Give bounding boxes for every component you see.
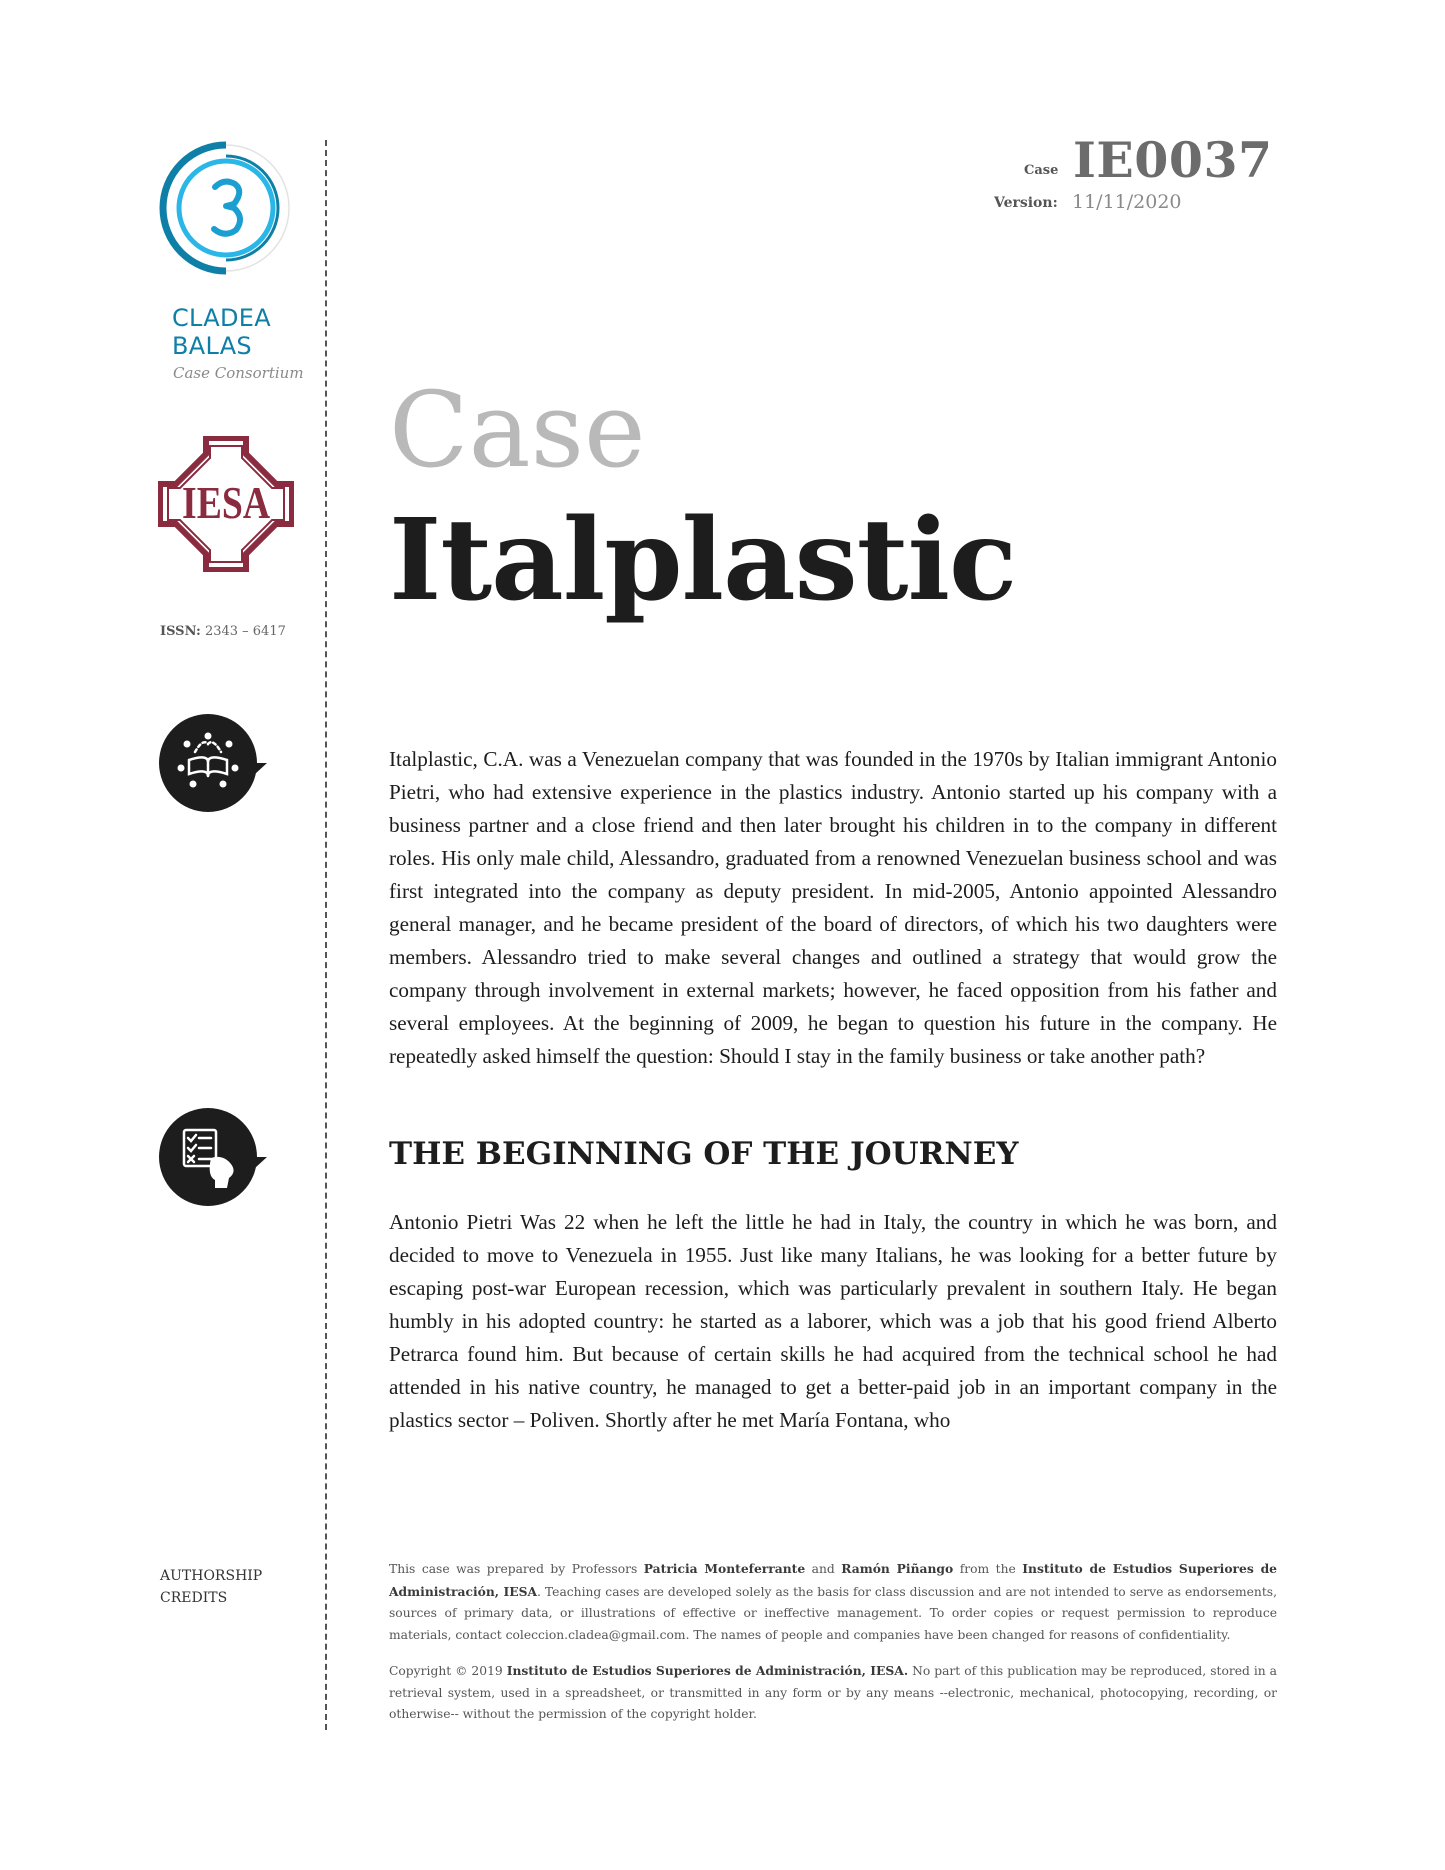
cladea-name: CLADEA BALAS: [172, 304, 271, 360]
version-date: 11/11/2020: [1072, 191, 1182, 213]
section-heading: THE BEGINNING OF THE JOURNEY: [389, 1136, 1019, 1172]
copyright-notice: Copyright © 2019 Instituto de Estudios Superiores de Administración, IESA. No part of this publication may be reproduced, stored in a retrieval system, used in a spreadsheet, or transmitted in any form or by any means --electronic, mechanical, photocopying, recording, or otherwise-- without the permission of the copyright holder.: [389, 1663, 1278, 1722]
sidebar-divider: [325, 140, 327, 1730]
title-kicker: Case: [389, 369, 646, 491]
section-paragraph: Antonio Pietri Was 22 when he left the little he had in Italy, the country in which he was born, and decided to move to Venezuela in 1955. Just like many Italians, he was looking for a better future by escaping post-war European recession, which was particularly prevalent in southern Italy. He began humbly in his adopted country: he started as a laborer, which was a job that his good friend Alberto Petrarca found him. But because of certain skills he had acquired from the technical school he had attended in his native country, he managed to get a better-paid job in an important company in the plastics sector – Poliven. Shortly after he met María Fontana, who: [389, 1210, 1277, 1432]
case-label: Case: [1024, 163, 1059, 178]
iesa-logo-text: IESA: [182, 478, 271, 529]
authorship-credits-text: This case was prepared by Professors Patricia Monteferrante and Ramón Piñango from the Instituto de Estudios Superiores de Administración, IESA. Teaching cases are developed solely as the basis for class discussion and are not intended to serve as endorsements, sources of primary data, or illustrations of effective or ineffective management. To order copies or request permission to reproduce materials, contact coleccion.cladea@gmail.com. The names of people and companies have been changed for reasons of confidentiality.: [389, 1561, 1278, 1642]
cladea-tagline: Case Consortium: [173, 364, 304, 382]
cladea-balas-logo: [158, 140, 294, 276]
teaching-knowledge-icon: [159, 712, 267, 814]
iesa-logo: [158, 436, 294, 572]
version-label: Version:: [994, 195, 1058, 211]
issn: ISSN: 2343 – 6417: [160, 624, 286, 639]
case-code: IE0037: [1073, 131, 1273, 189]
page-title: Italplastic: [389, 495, 1017, 626]
intro-paragraph: Italplastic, C.A. was a Venezuelan company that was founded in the 1970s by Italian immigrant Antonio Pietri, who had extensive experience in the plastics industry. Antonio started up his company with a business partner and a close friend and then later brought his children in to the company in different roles. His only male child, Alessandro, graduated from a renowned Venezuelan business school and was first integrated into the company as deputy president. In mid-2005, Antonio appointed Alessandro general manager, and he became president of the board of directors, of which his two daughters were members. Alessandro tried to make several changes and outlined a strategy that would grow the company through involvement in external markets; however, he faced opposition from his father and several employees. At the beginning of 2009, he began to question his future in the company. He repeatedly asked himself the question: Should I stay in the family business or take another path?: [389, 747, 1277, 1068]
student-checklist-icon: [159, 1106, 267, 1208]
authorship-credits-label: AUTHORSHIP CREDITS: [160, 1568, 263, 1606]
